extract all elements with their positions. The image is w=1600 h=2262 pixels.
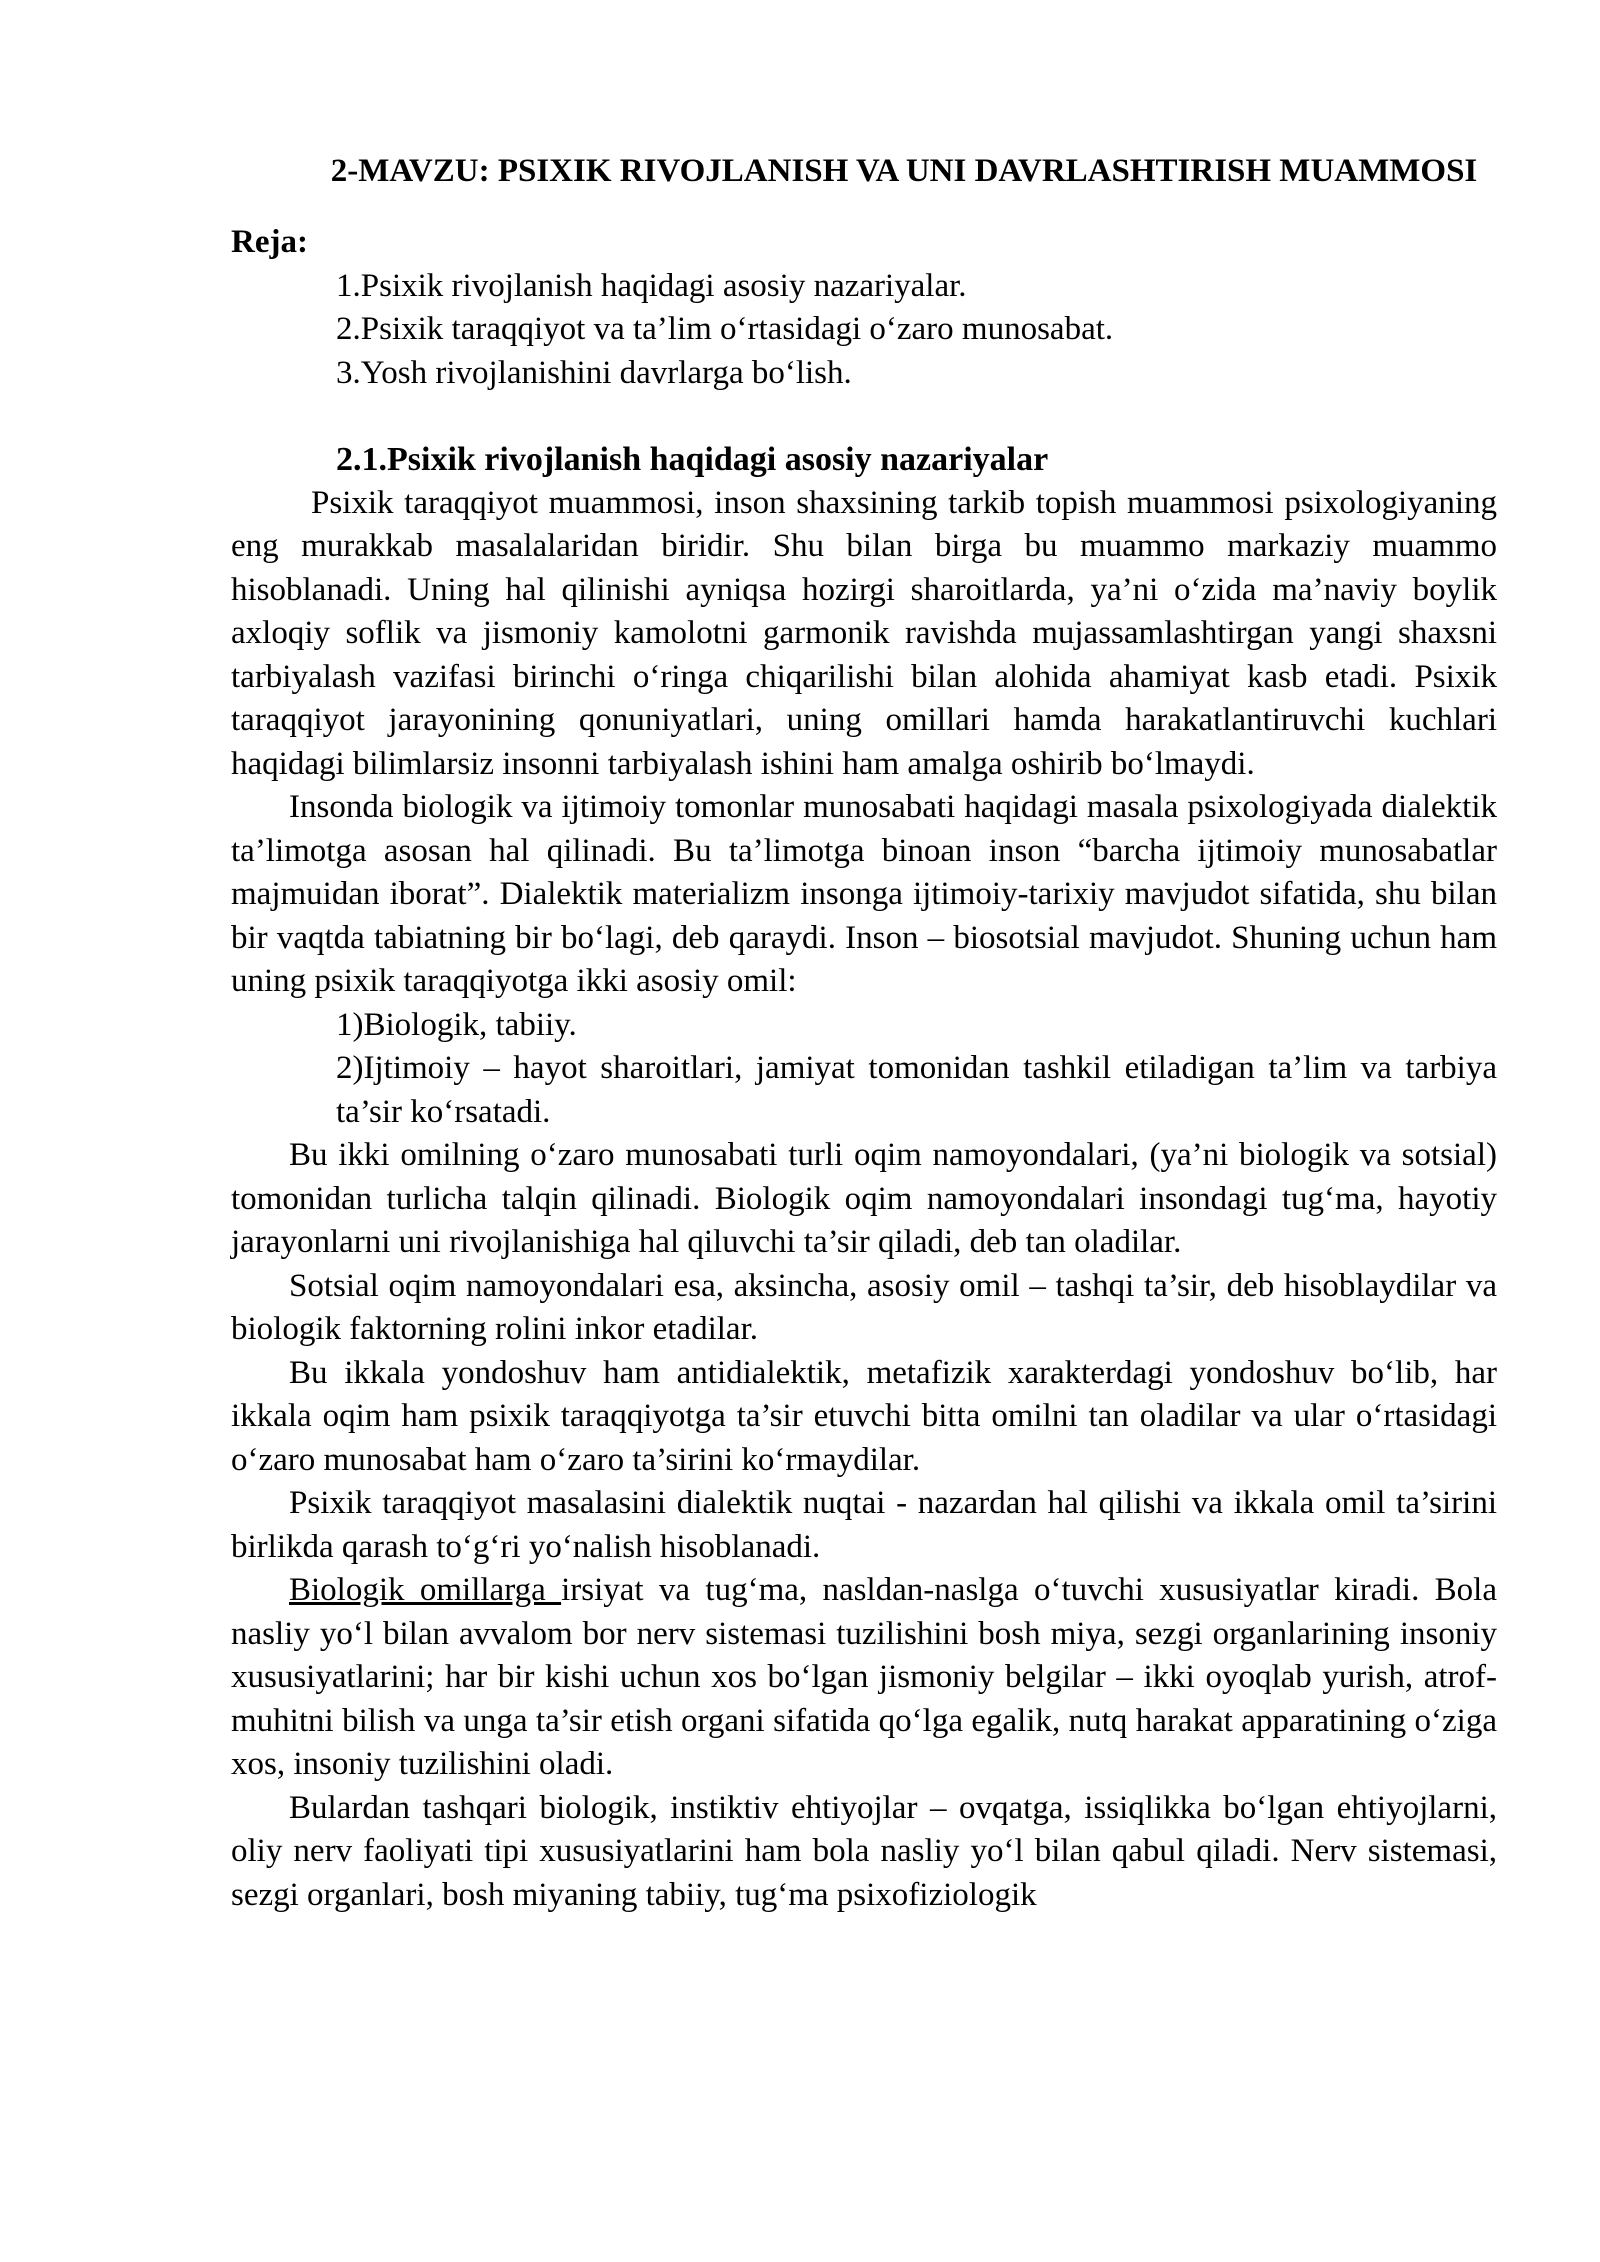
document-body — [231, 150, 1497, 1917]
body-paragraph: Insonda biologik va ijtimoiy tomonlar munosabati haqidagi masala psixologiyada dialektik ta’limotga asosan hal qilinadi. Bu ta’limotga binoan inson “barcha ijtimoiy munosabatlar majmuidan iborat”. Dialektik materializm insonga ijtimoiy-tarixiy mavjudot sifatida, shu bilan bir vaqtda tabiatning bir bo‘lagi, deb qaraydi. Inson – biosotsial mavjudot. Shuning uchun ham uning psixik taraqqiyotga ikki asosiy omil: — [231, 789, 1497, 999]
body-paragraph: Sotsial oqim namoyondalari esa, aksincha, asosiy omil – tashqi ta’sir, deb hisoblaydilar va biologik faktorning rolini inkor etadilar. — [231, 1267, 1497, 1347]
factor-item: 1)Biologik, tabiiy. — [336, 1006, 577, 1043]
factors-list — [231, 1004, 1497, 1135]
plan-item: 3.Yosh rivojlanishini davrlarga bo‘lish. — [336, 354, 852, 391]
body-paragraph: Psixik taraqqiyot masalasini dialektik nuqtai - nazardan hal qilishi va ikkala omil ta’sirini birlikda qarash to‘g‘ri yo‘nalish hisoblanadi. — [231, 1485, 1497, 1565]
plan-item: 2.Psixik taraqqiyot va ta’lim o‘rtasidagi o‘zaro munosabat. — [336, 311, 1114, 347]
plan-label: Reja: — [231, 224, 308, 260]
biological-factors-paragraph — [231, 1569, 1497, 1787]
paragraph-text: irsiyat va tug‘ma, nasldan-naslga o‘tuvchi xususiyatlar kiradi. Bola nasliy yo‘l bilan avvalom bor nerv sistemasi tuzilishini bosh miya, sezgi organlarining insoniy xususiyatlarini; har bir kishi uchun xos bo‘lgan jismoniy belgilar – ikki oyoqlab yurish, atrof-muhitni bilish va unga ta’sir etish organi sifatida qo‘lga egalik, nutq harakat apparatining o‘ziga xos, insoniy tuzilishini oladi. — [231, 1572, 1497, 1782]
document-title: 2-MAVZU: PSIXIK RIVOJLANISH VA UNI DAVRLASHTIRISH MUAMMOSI — [330, 153, 1478, 189]
factor-item: 2)Ijtimoiy – hayot sharoitlari, jamiyat tomonidan tashkil etiladigan ta’lim va tarbiya ta’sir ko‘rsatadi. — [336, 1050, 1497, 1130]
section-heading: 2.1.Psixik rivojlanish haqidagi asosiy nazariyalar — [336, 441, 1049, 478]
body-paragraph: Bu ikkala yondoshuv ham antidialektik, metafizik xarakterdagi yondoshuv bo‘lib, har ikkala oqim ham psixik taraqqiyotga ta’sir etuvchi bitta omilni tan oladilar va ular o‘rtasidagi o‘zaro munosabat ham o‘zaro ta’sirini ko‘rmaydilar. — [231, 1354, 1497, 1478]
underlined-term: Biologik omillarga — [289, 1572, 562, 1608]
plan-item: 1.Psixik rivojlanish haqidagi asosiy nazariyalar. — [336, 267, 967, 304]
body-paragraph: Bulardan tashqari biologik, instiktiv ehtiyojlar – ovqatga, issiqlikka bo‘lgan ehtiyojlarni, oliy nerv faoliyati tipi xususiyatlarini ham bola nasliy yo‘l bilan qabul qiladi. Nerv sistemasi, sezgi organlari, bosh miyaning tabiiy, tug‘ma psixofiziologik — [231, 1789, 1497, 1913]
body-paragraph: Bu ikki omilning o‘zaro munosabati turli oqim namoyondalari, (ya’ni biologik va sotsial) tomonidan turlicha talqin qilinadi. Biologik oqim namoyondalari insondagi tug‘ma, hayotiy jarayonlarni uni rivojlanishiga hal qiluvchi ta’sir qiladi, deb tan oladilar. — [231, 1137, 1497, 1260]
body-paragraph: Psixik taraqqiyot muammosi, inson shaxsining tarkib topish muammosi psixologiyaning eng murakkab masalalaridan biridir. Shu bilan birga bu muammo markaziy muammo hisoblanadi. Uning hal qilinishi ayniqsa hozirgi sharoitlarda, ya’ni o‘zida ma’naviy boylik axloqiy soflik va jismoniy kamolotni garmonik ravishda mujassamlashtirgan yangi shaxsni tarbiyalash vazifasi birinchi o‘ringa chiqarilishi bilan alohida ahamiyat kasb etadi. Psixik taraqqiyot jarayonining qonuniyatlari, uning omillari hamda harakatlantiruvchi kuchlari haqidagi bilimlarsiz insonni tarbiyalash ishini ham amalga oshirib bo‘lmaydi. — [231, 484, 1497, 782]
plan-list — [231, 265, 1497, 396]
